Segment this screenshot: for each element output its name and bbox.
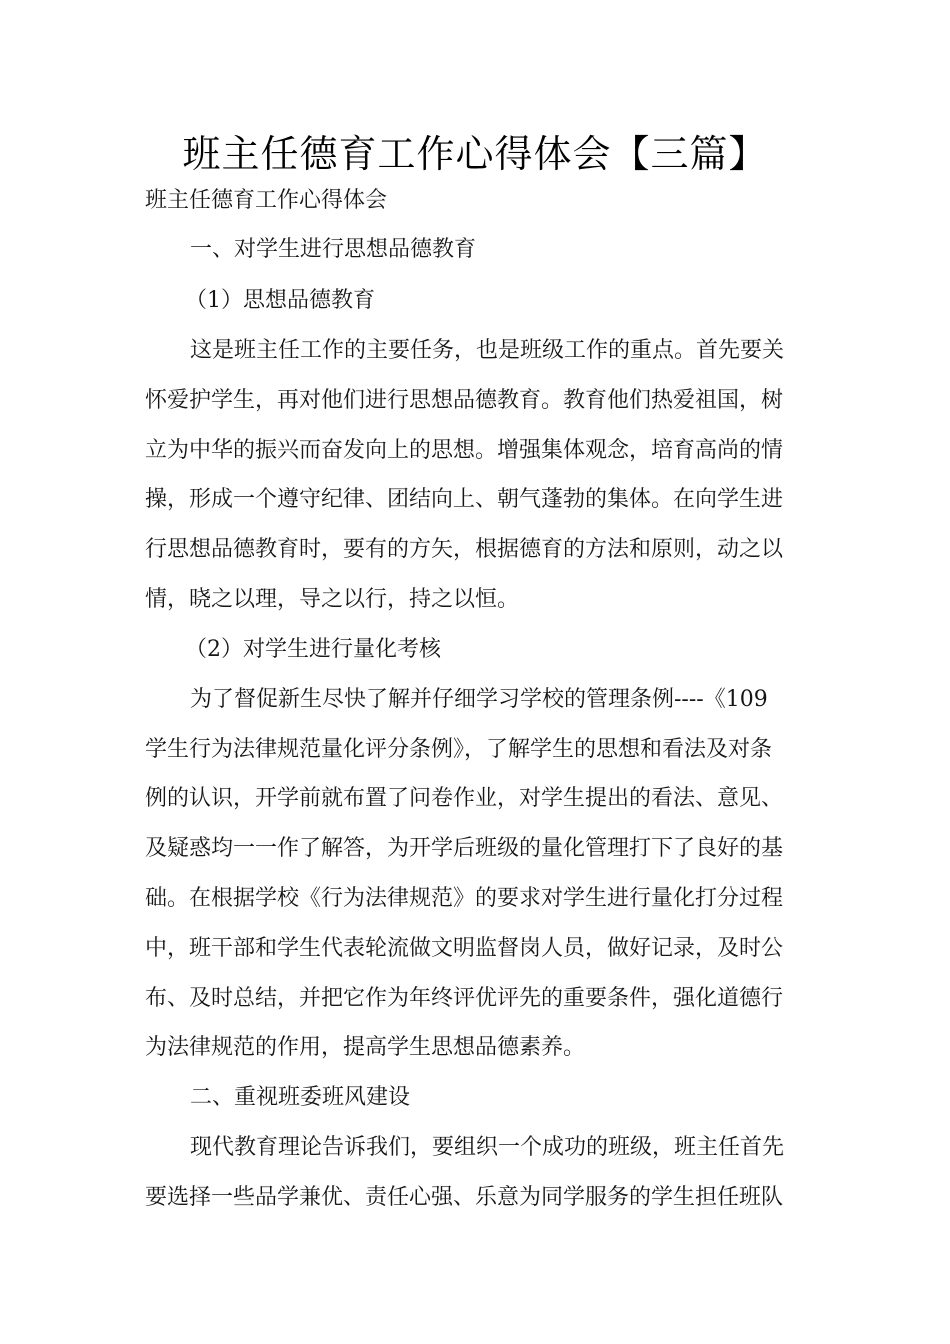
paragraph-line: 这是班主任工作的主要任务，也是班级工作的重点。首先要关 (190, 338, 785, 363)
paragraph-line: 例的认识，开学前就布置了问卷作业，对学生提出的看法、意见、 (145, 786, 784, 811)
paragraph-line: 怀爱护学生，再对他们进行思想品德教育。教育他们热爱祖国，树 (145, 388, 784, 413)
paragraph-line: 要选择一些品学兼优、责任心强、乐意为同学服务的学生担任班队 (145, 1185, 784, 1210)
paragraph-line: 中，班干部和学生代表轮流做文明监督岗人员，做好记录，及时公 (145, 936, 784, 961)
document-subtitle: 班主任德育工作心得体会 (145, 188, 388, 213)
section-heading-2: 二、重视班委班风建设 (190, 1085, 411, 1110)
paragraph-line: 及疑惑均一一作了解答，为开学后班级的量化管理打下了良好的基 (145, 836, 784, 861)
paragraph-line: 为法律规范的作用，提高学生思想品德素养。 (145, 1035, 586, 1060)
paragraph-line: 为了督促新生尽快了解并仔细学习学校的管理条例----《109 (190, 687, 768, 712)
paragraph-line: 操，形成一个遵守纪律、团结向上、朝气蓬勃的集体。在向学生进 (145, 487, 784, 512)
paragraph-line: 情，晓之以理，导之以行，持之以恒。 (145, 587, 520, 612)
subsection-heading-2: （2）对学生进行量化考核 (185, 637, 441, 662)
paragraph-line: 布、及时总结，并把它作为年终评优评先的重要条件，强化道德行 (145, 986, 784, 1011)
paragraph-line: 础。在根据学校《行为法律规范》的要求对学生进行量化打分过程 (145, 886, 784, 911)
paragraph-line: 立为中华的振兴而奋发向上的思想。增强集体观念，培育高尚的情 (145, 438, 784, 463)
paragraph-line: 现代教育理论告诉我们，要组织一个成功的班级，班主任首先 (190, 1135, 785, 1160)
section-heading-1: 一、对学生进行思想品德教育 (190, 237, 477, 262)
paragraph-line: 行思想品德教育时，要有的方矢，根据德育的方法和原则，动之以 (145, 537, 784, 562)
subsection-heading-1: （1）思想品德教育 (185, 288, 375, 313)
document-title: 班主任德育工作心得体会【三篇】 (182, 132, 768, 176)
paragraph-line: 学生行为法律规范量化评分条例》，了解学生的思想和看法及对条 (145, 737, 773, 762)
